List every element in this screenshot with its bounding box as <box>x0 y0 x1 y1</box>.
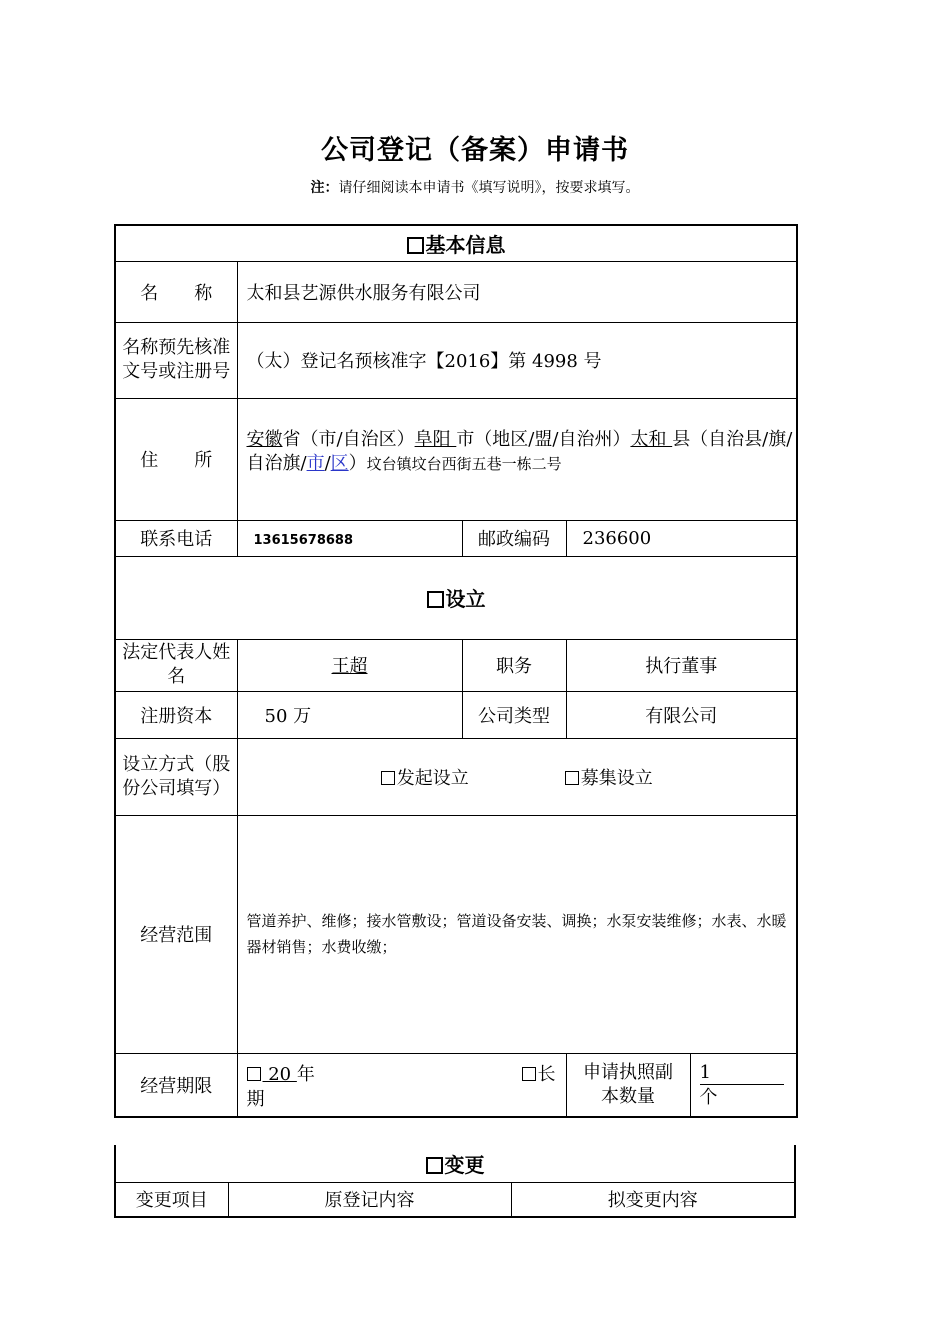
address-district-link[interactable]: 区 <box>330 453 349 474</box>
change-header <box>115 1145 795 1182</box>
change-col-original: 原登记内容 <box>228 1182 511 1217</box>
phone-value: 13615678688 <box>253 532 353 548</box>
company-name-value: 太和县艺源供水服务有限公司 <box>237 261 797 322</box>
method-options <box>237 738 797 815</box>
address-city-suffix: 市（地区/盟/自治州） <box>456 429 631 450</box>
position-label: 职务 <box>462 639 566 691</box>
phone-label: 联系电话 <box>115 520 237 556</box>
term-value <box>237 1053 566 1117</box>
address-city-link[interactable]: 市 <box>306 453 325 474</box>
note-label: 注： <box>310 180 339 196</box>
method-option-promote: 发起设立 <box>396 767 469 789</box>
fill-note <box>0 177 950 197</box>
checkbox-change[interactable] <box>426 1157 443 1174</box>
change-title: 变更 <box>444 1152 485 1177</box>
capital-value: 50 万 <box>237 691 462 738</box>
checkbox-establish[interactable] <box>427 591 444 608</box>
checkbox-basic-info[interactable] <box>407 237 424 254</box>
term-year-unit: 年 <box>296 1063 315 1085</box>
change-col-item: 变更项目 <box>115 1182 228 1217</box>
checkbox-promote-establish[interactable] <box>381 771 395 785</box>
change-table <box>114 1145 796 1218</box>
name-label: 名 称 <box>115 261 237 322</box>
term-label: 经营期限 <box>115 1053 237 1117</box>
address-close: ） <box>348 453 367 474</box>
note-text: 请仔细阅读本申请书《填写说明》，按要求填写。 <box>338 180 640 196</box>
copies-value-cell <box>690 1053 797 1117</box>
term-period-char: 期 <box>246 1088 265 1110</box>
registration-form-table <box>114 224 798 1118</box>
approval-number-value: （太）登记名预核准字【2016】第 4998 号 <box>237 322 797 398</box>
postcode-value: 236600 <box>566 520 797 556</box>
scope-label: 经营范围 <box>115 815 237 1053</box>
copies-value: 1 <box>700 1062 784 1085</box>
page-title: 公司登记（备案）申请书 <box>321 135 629 166</box>
basic-info-title: 基本信息 <box>425 232 506 257</box>
address-slash: / <box>324 453 331 474</box>
copies-label: 申请执照副本数量 <box>566 1053 690 1117</box>
legal-rep-label: 法定代表人姓名 <box>115 639 237 691</box>
basic-info-header <box>115 225 797 261</box>
company-type-value: 有限公司 <box>566 691 797 738</box>
postcode-label: 邮政编码 <box>462 520 566 556</box>
checkbox-term-long[interactable] <box>522 1067 536 1081</box>
change-col-proposed: 拟变更内容 <box>511 1182 795 1217</box>
checkbox-raise-establish[interactable] <box>565 771 579 785</box>
address-county: 太和 <box>630 429 673 450</box>
address-detail: 坟台镇坟台西街五巷一栋二号 <box>366 455 562 473</box>
address-province: 安徽 <box>246 429 283 450</box>
checkbox-term-years[interactable] <box>247 1067 261 1081</box>
legal-rep-value: 王超 <box>331 656 368 677</box>
establish-header <box>115 556 797 639</box>
method-option-raise: 募集设立 <box>580 767 653 789</box>
approval-number-label: 名称预先核准文号或注册号 <box>115 322 237 398</box>
copies-unit: 个 <box>699 1086 718 1108</box>
company-type-label: 公司类型 <box>462 691 566 738</box>
capital-label: 注册资本 <box>115 691 237 738</box>
address-city: 阜阳 <box>414 429 457 450</box>
term-years: 20 <box>262 1063 297 1085</box>
term-long: 长 <box>537 1063 556 1085</box>
address-value <box>237 398 797 520</box>
position-value: 执行董事 <box>566 639 797 691</box>
address-province-suffix: 省（市/自治区） <box>282 429 415 450</box>
method-label: 设立方式（股份公司填写） <box>115 738 237 815</box>
address-county-suffix: 县（自治县/旗/自治旗/ <box>246 429 793 474</box>
address-label: 住 所 <box>115 398 237 520</box>
establish-title: 设立 <box>445 587 486 611</box>
business-scope-value: 管道养护、维修；接水管敷设；管道设备安装、调换；水泵安装维修；水表、水暖器材销售；水费收缴； <box>237 815 797 1053</box>
